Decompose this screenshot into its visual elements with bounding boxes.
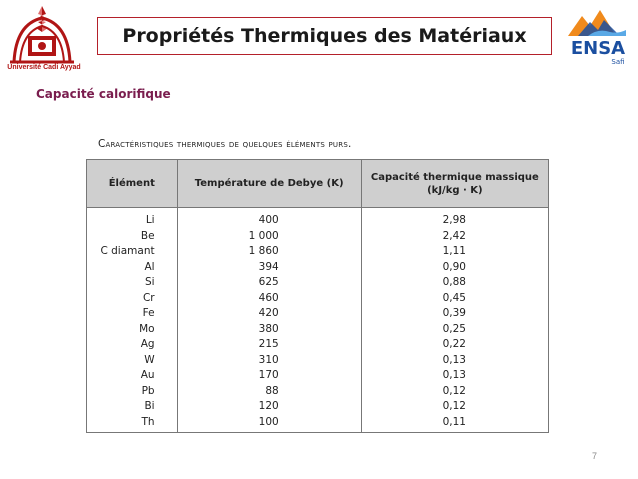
cell-element: Ag — [87, 337, 178, 353]
table-row — [87, 415, 549, 433]
cell-debye: 380 — [177, 322, 361, 338]
table-row — [87, 353, 549, 369]
cell-debye: 1 000 — [177, 229, 361, 245]
cell-capacity: 0,12 — [361, 384, 548, 400]
cell-debye: 88 — [177, 384, 361, 400]
cell-element: Al — [87, 260, 178, 276]
cell-element: Bi — [87, 399, 178, 415]
table-row — [87, 368, 549, 384]
table-row — [87, 229, 549, 245]
section-subtitle: Capacité calorifique — [36, 87, 171, 101]
thermal-properties-table — [86, 159, 549, 433]
cell-element: W — [87, 353, 178, 369]
page-number: 7 — [592, 451, 598, 461]
column-header-debye: Température de Debye (K) — [177, 160, 361, 208]
cell-element: C diamant — [87, 244, 178, 260]
column-header-capacity-line2: (kJ/kg · K) — [427, 184, 483, 196]
table-header-row — [87, 160, 549, 208]
table-heading: Caractéristiques thermiques de quelques éléments purs. — [98, 138, 352, 150]
cell-capacity: 2,98 — [361, 208, 548, 229]
cell-debye: 215 — [177, 337, 361, 353]
cell-capacity: 0,12 — [361, 399, 548, 415]
table-row — [87, 384, 549, 400]
cell-debye: 460 — [177, 291, 361, 307]
cell-capacity: 0,22 — [361, 337, 548, 353]
table-row — [87, 244, 549, 260]
table-row — [87, 399, 549, 415]
cell-debye: 625 — [177, 275, 361, 291]
ensa-logo-subtext: Safi — [611, 58, 625, 66]
cell-capacity: 0,39 — [361, 306, 548, 322]
cell-debye: 120 — [177, 399, 361, 415]
cell-element: Fe — [87, 306, 178, 322]
cell-debye: 310 — [177, 353, 361, 369]
cell-capacity: 2,42 — [361, 229, 548, 245]
cell-capacity: 0,13 — [361, 368, 548, 384]
table-body — [87, 208, 549, 433]
table-row — [87, 291, 549, 307]
university-logo-icon — [6, 4, 78, 66]
cell-capacity: 0,45 — [361, 291, 548, 307]
cell-element: Th — [87, 415, 178, 433]
cell-element: Si — [87, 275, 178, 291]
column-header-element: Élément — [87, 160, 178, 208]
cell-debye: 170 — [177, 368, 361, 384]
cell-element: Li — [87, 208, 178, 229]
cell-element: Cr — [87, 291, 178, 307]
cell-element: Pb — [87, 384, 178, 400]
cell-debye: 1 860 — [177, 244, 361, 260]
cell-debye: 400 — [177, 208, 361, 229]
cell-element: Be — [87, 229, 178, 245]
cell-capacity: 0,88 — [361, 275, 548, 291]
university-logo-caption: Université Cadi Ayyad — [7, 64, 81, 71]
cell-debye: 420 — [177, 306, 361, 322]
cell-capacity: 0,25 — [361, 322, 548, 338]
cell-debye: 100 — [177, 415, 361, 433]
cell-capacity: 1,11 — [361, 244, 548, 260]
cell-capacity: 0,13 — [361, 353, 548, 369]
cell-debye: 394 — [177, 260, 361, 276]
table-row — [87, 260, 549, 276]
column-header-capacity — [361, 160, 548, 208]
ensa-logo-text: ENSA — [570, 38, 626, 59]
cell-capacity: 0,90 — [361, 260, 548, 276]
cell-element: Au — [87, 368, 178, 384]
cell-capacity: 0,11 — [361, 415, 548, 433]
table-row — [87, 306, 549, 322]
page-title: Propriétés Thermiques des Matériaux — [122, 25, 527, 47]
cell-element: Mo — [87, 322, 178, 338]
table-row — [87, 275, 549, 291]
table-row — [87, 322, 549, 338]
table-row — [87, 337, 549, 353]
column-header-capacity-line1: Capacité thermique massique — [370, 171, 539, 183]
title-box — [97, 17, 552, 55]
table-row — [87, 208, 549, 229]
ensa-logo-icon — [560, 2, 636, 66]
